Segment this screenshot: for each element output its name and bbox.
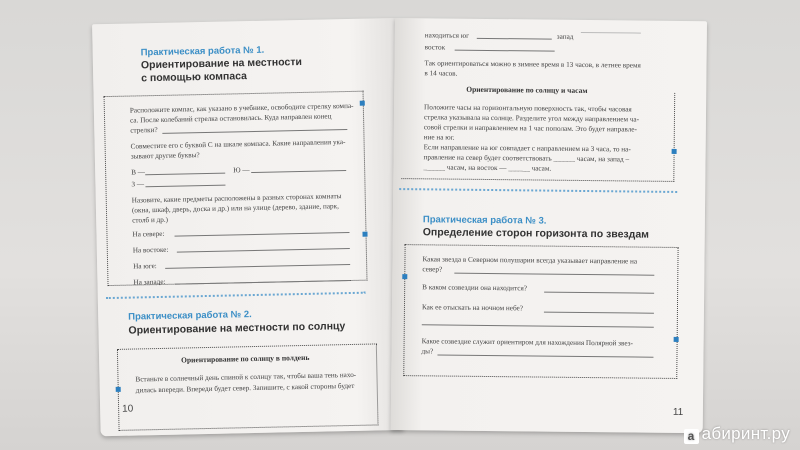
pw3-title: Практическая работа № 3.	[422, 214, 547, 227]
right-paragraph-1-line-2: в 14 часов.	[424, 69, 458, 78]
pw3-q4-line-1: Какое созвездие служит ориентиром для нахождения Полярной звез-	[421, 337, 633, 348]
page-number-right: 11	[672, 406, 684, 419]
pw3-q3: Как ее отыскать на ночном небе?	[421, 303, 523, 313]
top-line-1-label: находиться юг	[424, 31, 470, 40]
pw1-paragraph-1-line-1: Расположите компас, как указано в учебнике, освободите стрелку компа-	[129, 101, 354, 115]
top-line-1b-label: запад	[556, 32, 574, 41]
right-paragraph-2-line-5: Если направление на юг совпадает с направлением на 3 часа, то на-	[423, 143, 631, 154]
pw2-subtitle: Ориентирование на местности по солнцу	[128, 320, 346, 337]
south-label: На юге:	[133, 262, 157, 271]
box-corner-marker	[674, 337, 679, 342]
dir-yu-label: Ю —	[233, 166, 250, 175]
right-page	[391, 18, 707, 433]
right-paragraph-1-line-1: Так ориентироваться можно в зимнее время в 13 часов, в летнее время	[424, 59, 641, 70]
pw1-paragraph-1-line-2: са. После колебаний стрелка остановилась. Куда направлен конец	[130, 112, 332, 125]
section-divider	[399, 188, 677, 195]
labirint-watermark	[684, 424, 790, 444]
pw1-subtitle-1: Ориентирование на местности	[140, 55, 302, 72]
box-corner-marker	[360, 101, 365, 106]
west-label: На западе:	[133, 277, 166, 287]
right-task-box	[401, 90, 675, 182]
box-corner-marker	[362, 232, 367, 237]
pw3-subtitle: Определение сторон горизонта по звездам	[422, 226, 650, 241]
right-paragraph-2-line-7: ______ часам, на восток — ______ часам.	[423, 163, 552, 173]
box-corner-marker	[402, 274, 407, 279]
page-number-left: 10	[122, 403, 134, 415]
pw1-paragraph-2-line-1: Совместите его с буквой С на шкале компаса. Какие направления ука-	[130, 138, 346, 151]
pw3-q2-text: В каком созвездии она находится?	[422, 283, 528, 293]
pw1-paragraph-3-line-2: (окна, шкаф, дверь, доска и др.) или на улице (дерево, здание, парк,	[131, 202, 339, 215]
dir-z-label: З —	[131, 180, 145, 189]
left-page	[92, 18, 404, 436]
pw2-paragraph-line-1: Встаньте в солнечный день спиной к солнцу так, чтобы ваша тень нахо-	[135, 370, 357, 384]
answer-line[interactable]	[477, 38, 552, 40]
right-paragraph-2-line-4: ние на юг.	[423, 133, 455, 142]
open-workbook	[92, 18, 707, 430]
section-divider	[106, 292, 366, 301]
right-header: Ориентирование по солнцу и часам	[466, 84, 588, 96]
pw1-title: Практическая работа № 1.	[140, 44, 265, 59]
north-label: На севере:	[132, 229, 165, 239]
top-line-2-label: восток	[424, 43, 446, 52]
pw1-paragraph-3-line-1: Назовите, какие предметы расположены в разных сторонах комнаты	[131, 192, 342, 205]
right-paragraph-2-line-6: правление на север будет соответствовать ______ часам, на запад –	[423, 153, 630, 164]
pw1-subtitle-2: с помощью компаса	[141, 70, 248, 85]
pw3-q1-line-2: север?	[422, 265, 443, 274]
answer-line[interactable]	[455, 50, 555, 52]
pw2-title: Практическая работа № 2.	[128, 309, 252, 323]
box-corner-marker	[116, 387, 121, 392]
pw1-paragraph-1-line-3: стрелки?	[130, 125, 158, 135]
right-paragraph-2-line-1: Положите часы на горизонтальную поверхность так, чтобы часовая	[424, 103, 632, 114]
east-label: На востоке:	[132, 245, 169, 255]
pw3-q4-line-2: ды?	[421, 347, 434, 356]
pw3-q1-line-1: Какая звезда в Северном полушарии всегда указывает направление на	[422, 255, 638, 266]
pw1-paragraph-2-line-2: зывают другие буквы?	[130, 151, 200, 161]
right-paragraph-2-line-3: совой стрелки и направлением на 1 час пополам. Это будет направле-	[423, 123, 637, 134]
faint-answer-line	[581, 32, 641, 34]
labirint-logo-icon: а	[684, 429, 699, 444]
pw1-paragraph-3-line-3: столб и др.)	[132, 215, 169, 225]
pw2-paragraph-line-2: дилась впереди. Впереди будет север. Запишите, с какой стороны будет	[135, 381, 355, 395]
right-paragraph-2-line-2: стрелка указывала на солнце. Разделите угол между направлением ча-	[423, 113, 640, 124]
box-corner-marker	[672, 149, 677, 154]
dir-v-label: В —	[131, 168, 146, 177]
pw2-header: Ориентирование по солнцу в полдень	[181, 352, 310, 365]
watermark-text: абиринт.ру	[701, 424, 790, 443]
